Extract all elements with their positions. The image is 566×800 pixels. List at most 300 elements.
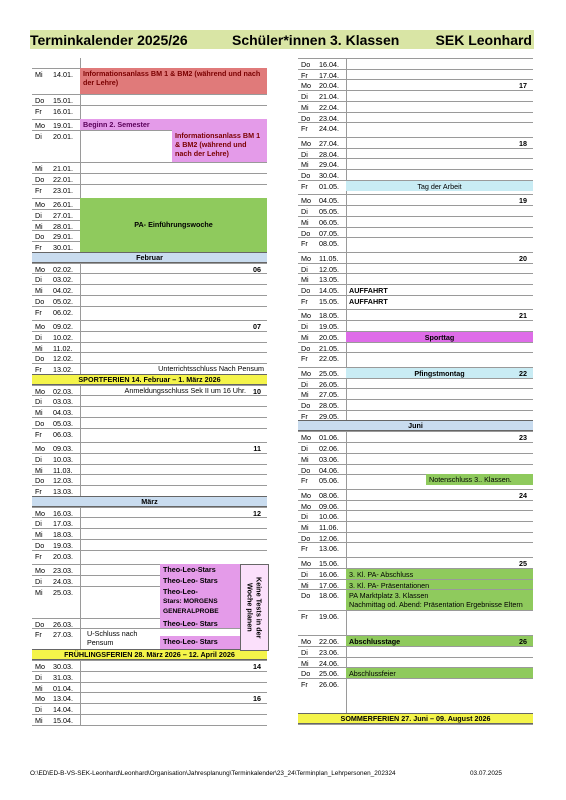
date-row <box>298 453 533 464</box>
weekday: Di <box>301 149 308 159</box>
date-label: Di 26.05. <box>301 379 339 389</box>
date-label: Di 31.03. <box>35 673 73 682</box>
calendar-title: Terminkalender 2025/26 <box>30 32 188 48</box>
date-label: Di 21.04. <box>301 92 339 102</box>
weekday: Fr <box>301 476 308 486</box>
event-0105: Tag der Arbeit <box>346 181 533 192</box>
weekday: Fr <box>301 612 308 622</box>
date-label: Mo 16.03. <box>35 508 73 518</box>
date-label: Fr 26.06. <box>301 680 339 689</box>
date-row <box>298 137 533 148</box>
date-label: Mo 09.03. <box>35 444 73 454</box>
date-label: Mi 11.03. <box>35 465 73 475</box>
date-label: Do 12.02. <box>35 354 73 364</box>
event-theo-5: Theo-Leo- Stars <box>160 636 240 649</box>
date-row <box>298 112 533 123</box>
date-label: Do 26.03. <box>35 619 73 629</box>
date-label: Fr 08.05. <box>301 239 339 249</box>
date-label: Do 19.03. <box>35 540 73 550</box>
date-row <box>32 184 267 195</box>
date-row <box>298 489 533 500</box>
date-row <box>32 320 267 331</box>
date-row <box>32 660 267 671</box>
banner-sportferien: SPORTFERIEN 14. Februar – 1. März 2026 <box>32 374 267 385</box>
date-label: Fr 19.06. <box>301 612 339 622</box>
weekday: Do <box>301 113 311 123</box>
weekday: Di <box>301 647 308 657</box>
date-row <box>298 589 533 610</box>
weekday: Mi <box>301 275 309 285</box>
date-row <box>32 331 267 342</box>
weekday: Di <box>301 264 308 274</box>
week-number: 16 <box>253 694 261 704</box>
date-label: Fr 13.02. <box>35 365 73 374</box>
date-row <box>298 579 533 590</box>
week-number: 18 <box>519 138 527 148</box>
weekday: Mo <box>301 433 311 443</box>
weekday: Mi <box>301 580 309 590</box>
weekday: Di <box>35 132 42 142</box>
weekday: Mo <box>301 368 311 378</box>
event-theo-4: Theo-Leo- Stars <box>160 618 240 629</box>
date-label: Di 10.03. <box>35 454 73 464</box>
date-label: Mi 24.06. <box>301 658 339 668</box>
weekday: Fr <box>301 181 308 191</box>
date-row <box>298 309 533 320</box>
weekday: Mi <box>301 102 309 112</box>
event-2505: Pfingstmontag <box>346 368 533 379</box>
week-number: 10 <box>253 386 261 396</box>
date-row <box>298 431 533 442</box>
date-label: Mo 09.06. <box>301 501 339 511</box>
date-row <box>32 474 267 485</box>
date-row <box>32 682 267 693</box>
banner-frühlingsferien: FRÜHLINGSFERIEN 28. März 2026 – 12. April 2026 <box>32 649 267 660</box>
week-number: 14 <box>253 662 261 672</box>
weekday: Do <box>301 533 311 543</box>
left-calendar-column <box>32 58 267 738</box>
date-label: Do 21.05. <box>301 343 339 353</box>
weekday: Do <box>301 591 311 601</box>
date-label: Mi 27.05. <box>301 390 339 400</box>
column-end-line <box>32 725 267 726</box>
date-label: Mo 15.06. <box>301 559 339 569</box>
weekday: Mo <box>35 662 45 672</box>
school-title: SEK Leonhard <box>435 32 532 48</box>
date-label: Fr 16.01. <box>35 106 73 116</box>
event-notenschluss: Notenschluss 3.. Klassen. <box>426 474 533 485</box>
document-header <box>30 30 534 49</box>
date-label: Do 18.06. <box>301 591 339 601</box>
weekday: Mo <box>301 81 311 91</box>
week-number: 19 <box>519 196 527 206</box>
date-row <box>298 678 533 689</box>
weekday: Mi <box>35 70 43 79</box>
date-label: Fr 06.03. <box>35 429 73 439</box>
week-number: 21 <box>519 311 527 321</box>
date-row <box>32 284 267 295</box>
date-label: Mo 23.03. <box>35 566 73 576</box>
weekday: Mo <box>35 508 45 518</box>
date-label: Fr 01.05. <box>301 181 339 191</box>
date-label: Di 23.06. <box>301 647 339 657</box>
weekday: Fr <box>301 354 308 364</box>
date-row <box>298 388 533 399</box>
date-label: Mo 11.05. <box>301 253 339 263</box>
date-row <box>32 517 267 528</box>
date-row <box>298 216 533 227</box>
date-row <box>298 237 533 248</box>
week-number: 22 <box>519 368 527 378</box>
date-label: Mo 18.05. <box>301 311 339 321</box>
weekday: Do <box>301 343 311 353</box>
event-1606: 3. Kl. PA- Abschluss <box>346 569 533 580</box>
date-label: Fr 27.03. <box>35 630 73 640</box>
right-calendar-column <box>298 58 533 738</box>
date-row <box>32 485 267 496</box>
date-label: Mo 19.01. <box>35 121 73 131</box>
weekday: Do <box>301 465 311 475</box>
date-label: Di 27.01. <box>35 210 73 220</box>
weekday: Mo <box>301 311 311 321</box>
week-number: 25 <box>519 559 527 569</box>
date-row <box>32 94 267 105</box>
week-number: 12 <box>253 508 261 518</box>
date-row <box>298 69 533 80</box>
weekday: Fr <box>301 296 308 306</box>
event-semester-start-fill <box>247 119 267 130</box>
weekday: Mi <box>35 164 43 174</box>
date-row <box>298 180 533 191</box>
banner-februar: Februar <box>32 252 267 263</box>
date-label: Mi 22.04. <box>301 102 339 112</box>
weekday: Mo <box>301 559 311 569</box>
no-tests-note: Keine Tests in der Woche planen <box>240 564 269 651</box>
date-label: Mi 21.01. <box>35 164 73 174</box>
week-number: 07 <box>253 322 261 332</box>
date-row <box>32 528 267 539</box>
date-label: Do 12.06. <box>301 533 339 543</box>
week-number: 24 <box>519 490 527 500</box>
week-number: 23 <box>519 433 527 443</box>
weekday: Mo <box>35 566 45 576</box>
date-row <box>298 399 533 410</box>
date-label: Mo 22.06. <box>301 637 339 647</box>
date-row <box>32 714 267 725</box>
date-row <box>32 395 267 406</box>
event-1806: PA Marktplatz 3. Klassen Nachmittag od. Abend: Präsentation Ergebnisse Eltern <box>346 590 533 611</box>
event-1706: 3. Kl. PA- Präsentationen <box>346 580 533 591</box>
date-label: Fr 17.04. <box>301 70 339 80</box>
date-row <box>298 532 533 543</box>
date-label: Fr 15.05. <box>301 296 339 306</box>
date-label: Mo 04.05. <box>301 196 339 206</box>
weekday: Fr <box>35 185 42 195</box>
date-label: Mi 20.05. <box>301 332 339 342</box>
weekday: Di <box>35 397 42 407</box>
weekday: Di <box>301 444 308 454</box>
weekday: Di <box>301 569 308 579</box>
file-path: O:\ED\ED-B-VS-SEK-Leonhard\Leonhard\Organisation\Jahresplanung\Terminkalender\23_24\Terminplan_Lehrpersonen_202324 <box>30 770 396 777</box>
date-row <box>298 342 533 353</box>
date-label: Mi 14.01. <box>35 70 73 79</box>
date-label: Fr 05.06. <box>301 476 339 486</box>
date-row <box>32 352 267 363</box>
date-row <box>32 263 267 274</box>
weekday: Do <box>35 354 45 364</box>
date-label: Mo 20.04. <box>301 81 339 91</box>
weekday: Di <box>301 207 308 217</box>
weekday: Fr <box>301 124 308 134</box>
date-row <box>298 273 533 284</box>
date-label: Mo 26.01. <box>35 200 73 210</box>
weekday: Mi <box>35 530 43 540</box>
date-row <box>32 539 267 550</box>
weekday: Do <box>35 296 45 306</box>
date-label: Mo 13.04. <box>35 694 73 704</box>
date-row <box>298 657 533 668</box>
weekday: Mo <box>301 637 311 647</box>
banner-sommerferien: SOMMERFERIEN 27. Juni – 09. August 2026 <box>298 713 533 724</box>
date-label: Mo 09.02. <box>35 322 73 332</box>
event-info-bm-1: Informationsanlass BM 1 & BM2 (während und nach der Lehre) <box>80 68 267 94</box>
date-row <box>298 410 533 421</box>
date-label: Fr 13.06. <box>301 544 339 554</box>
date-row <box>298 667 533 678</box>
weekday: Mi <box>301 390 309 400</box>
date-label: Do 29.01. <box>35 232 73 242</box>
date-label: Do 05.03. <box>35 418 73 428</box>
date-row <box>298 521 533 532</box>
event-1405: AUFFAHRT <box>349 286 388 295</box>
date-label: Di 10.02. <box>35 332 73 342</box>
week-number: 20 <box>519 253 527 263</box>
date-label: Di 10.06. <box>301 512 339 522</box>
date-row <box>32 464 267 475</box>
weekday: Do <box>35 418 45 428</box>
weekday: Mo <box>35 322 45 332</box>
weekday: Fr <box>301 544 308 554</box>
date-label: Mi 29.04. <box>301 160 339 170</box>
weekday: Do <box>301 401 311 410</box>
event-2506: Abschlussfeier <box>346 668 533 679</box>
date-label: Do 23.04. <box>301 113 339 123</box>
date-label: Do 22.01. <box>35 174 73 184</box>
date-label: Mi 18.03. <box>35 530 73 540</box>
date-label: Mo 30.03. <box>35 662 73 672</box>
theo-3-detail: Stars: MORGENS GENERALPROBE <box>163 597 219 615</box>
weekday: Mi <box>301 332 309 342</box>
weekday: Mo <box>35 386 45 396</box>
date-label: Mo 02.03. <box>35 386 73 396</box>
weekday: Fr <box>35 630 42 640</box>
week-number: 17 <box>519 81 527 91</box>
date-row <box>32 105 267 116</box>
date-row <box>298 205 533 216</box>
weekday: Mo <box>301 138 311 148</box>
banner-märz: März <box>32 496 267 507</box>
weekday: Do <box>35 174 45 184</box>
event-theo-2: Theo-Leo- Stars <box>160 575 240 586</box>
date-row <box>298 352 533 363</box>
date-row <box>298 610 533 635</box>
week-number: 11 <box>253 444 261 454</box>
date-row <box>298 635 533 646</box>
date-label: Mi 04.02. <box>35 286 73 296</box>
weekday: Fr <box>301 680 308 689</box>
date-row <box>32 295 267 306</box>
date-label: Mo 02.02. <box>35 264 73 274</box>
theo-3-title: Theo-Leo- <box>163 586 198 596</box>
weekday: Mi <box>301 160 309 170</box>
weekday: Di <box>301 512 308 522</box>
weekday: Fr <box>301 239 308 249</box>
date-row <box>298 101 533 112</box>
weekday: Mo <box>35 264 45 274</box>
date-row <box>32 442 267 453</box>
date-row <box>298 169 533 180</box>
date-row <box>298 158 533 169</box>
date-row <box>298 464 533 475</box>
weekday: Fr <box>35 106 42 116</box>
weekday: Do <box>35 619 45 629</box>
date-row <box>32 162 267 173</box>
date-row <box>298 58 533 69</box>
date-label: Mi 28.01. <box>35 221 73 231</box>
date-row <box>298 557 533 568</box>
date-label: Do 14.05. <box>301 286 339 295</box>
weekday: Fr <box>301 411 308 421</box>
date-label: Fr 20.03. <box>35 551 73 561</box>
date-row <box>298 320 533 331</box>
date-label: Di 05.05. <box>301 207 339 217</box>
weekday: Mo <box>301 196 311 206</box>
date-label: Di 20.01. <box>35 132 73 142</box>
date-row <box>298 500 533 511</box>
date-label: Do 12.03. <box>35 476 73 486</box>
date-row <box>298 79 533 90</box>
weekday: Fr <box>301 70 308 80</box>
weekday: Do <box>301 228 311 238</box>
date-label: Mo 01.06. <box>301 433 339 443</box>
date-row <box>32 550 267 561</box>
banner-juni: Juni <box>298 420 533 431</box>
date-row <box>298 542 533 553</box>
weekday: Do <box>301 669 311 679</box>
date-label: Di 02.06. <box>301 444 339 454</box>
weekday: Di <box>35 332 42 342</box>
date-row <box>298 646 533 657</box>
date-label: Di 24.03. <box>35 576 73 586</box>
date-row <box>298 122 533 133</box>
date-label: Do 05.02. <box>35 296 73 306</box>
date-row <box>298 510 533 521</box>
date-row <box>298 442 533 453</box>
date-row <box>298 367 533 378</box>
date-label: Di 12.05. <box>301 264 339 274</box>
date-row <box>298 263 533 274</box>
weekday: Mi <box>301 454 309 464</box>
event-anmeldungsschluss: Anmeldungsschluss Sek II um 16 Uhr. <box>124 385 246 395</box>
date-label: Do 30.04. <box>301 171 339 180</box>
date-row <box>298 284 533 295</box>
date-row <box>298 568 533 579</box>
date-label: Di 14.04. <box>35 705 73 715</box>
weekday: Fr <box>35 365 42 374</box>
weekday: Mi <box>301 523 309 532</box>
weekday: Di <box>35 210 42 220</box>
event-info-bm-2: Informationsanlass BM 1 & BM2 (während und nach der Lehre) <box>172 130 267 162</box>
date-label: Mi 13.05. <box>301 275 339 285</box>
date-row <box>32 406 267 417</box>
weekday: Mo <box>35 444 45 454</box>
date-row <box>298 90 533 101</box>
date-label: Fr 30.01. <box>35 243 73 252</box>
weekday: Fr <box>35 551 42 561</box>
date-label: Fr 24.04. <box>301 124 339 134</box>
date-row <box>32 273 267 284</box>
weekday: Do <box>301 286 311 295</box>
date-label: Do 04.06. <box>301 465 339 475</box>
date-label: Mo 25.05. <box>301 368 339 378</box>
weekday: Do <box>35 96 45 105</box>
weekday: Di <box>35 275 42 285</box>
event-2005: Sporttag <box>346 332 533 343</box>
weekday: Di <box>35 519 42 529</box>
date-label: Mo 27.04. <box>301 138 339 148</box>
date-label: Mi 11.02. <box>35 343 73 353</box>
weekday: Di <box>301 92 308 102</box>
weekday: Di <box>35 705 42 715</box>
date-label: Fr 06.02. <box>35 307 73 317</box>
date-row <box>32 428 267 439</box>
weekday: Mo <box>35 121 45 131</box>
event-semester-start: Beginn 2. Semester <box>80 119 247 130</box>
date-label: Do 16.04. <box>301 60 339 69</box>
date-label: Do 15.01. <box>35 96 73 105</box>
date-label: Do 28.05. <box>301 401 339 410</box>
date-row <box>32 173 267 184</box>
date-label: Mi 17.06. <box>301 580 339 590</box>
weekday: Do <box>35 476 45 486</box>
date-label: Mi 01.04. <box>35 683 73 693</box>
date-label: Di 28.04. <box>301 149 339 159</box>
footer <box>30 770 540 777</box>
date-label: Mi 06.05. <box>301 217 339 227</box>
date-row <box>298 227 533 238</box>
date-label: Do 25.06. <box>301 669 339 679</box>
date-label: Di 17.03. <box>35 519 73 529</box>
date-row <box>32 671 267 682</box>
date-label: Mi 04.03. <box>35 408 73 418</box>
weekday: Mi <box>35 715 43 725</box>
date-label: Fr 23.01. <box>35 185 73 195</box>
date-label: Di 19.05. <box>301 322 339 332</box>
weekday: Do <box>35 540 45 550</box>
date-label: Mi 11.06. <box>301 523 339 532</box>
weekday: Mo <box>301 253 311 263</box>
event-2206: Abschlusstage <box>346 636 533 647</box>
event-u-schluss: U-Schluss nach Pensum <box>87 629 138 648</box>
weekday: Mo <box>301 501 311 511</box>
date-label: Di 03.03. <box>35 397 73 407</box>
weekday: Mi <box>35 221 43 231</box>
weekday: Mi <box>35 408 43 418</box>
date-label: Di 03.02. <box>35 275 73 285</box>
weekday: Di <box>35 576 42 586</box>
print-date: 03.07.2025 <box>470 770 502 777</box>
weekday: Fr <box>35 307 42 317</box>
